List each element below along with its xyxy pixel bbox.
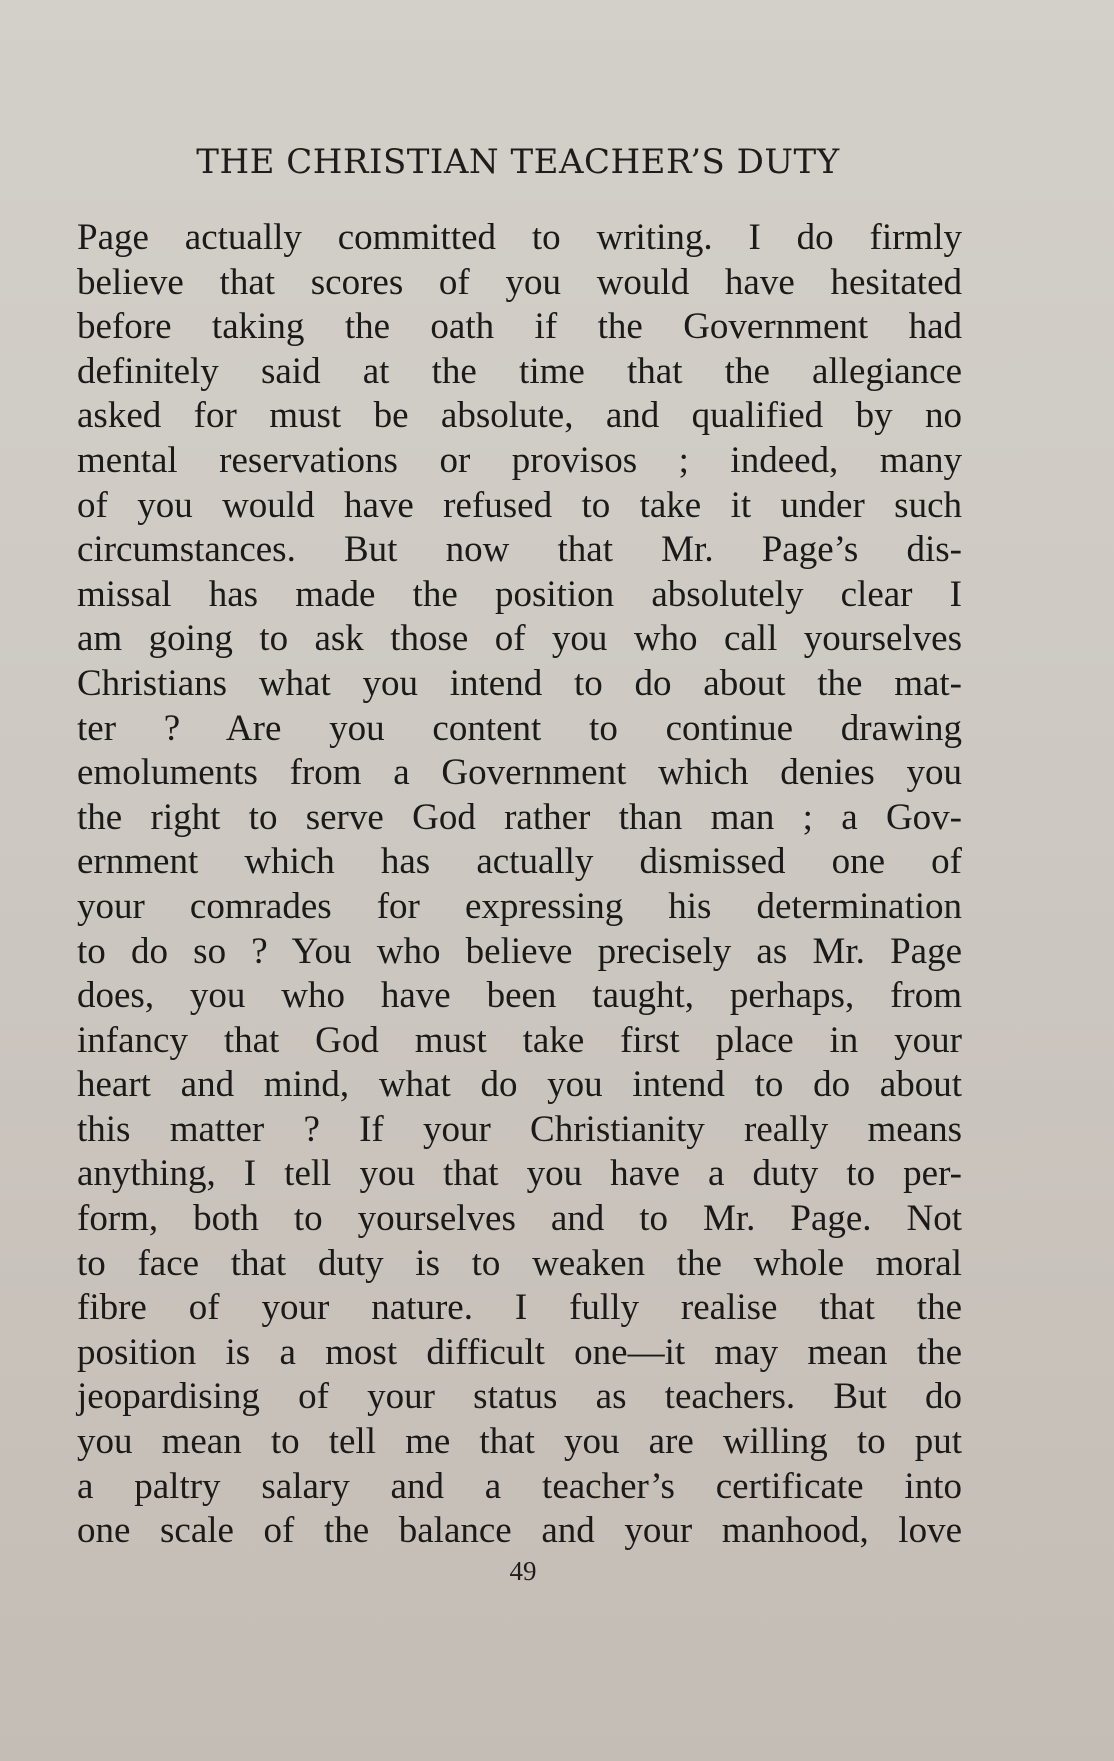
text-line: am going to ask those of you who call yourselves <box>77 618 962 660</box>
text-line: form, both to yourselves and to Mr. Page. Not <box>77 1198 962 1240</box>
body-text <box>77 216 962 1554</box>
text-line: heart and mind, what do you intend to do about <box>77 1064 962 1106</box>
text-line: of you would have refused to take it under such <box>77 484 962 526</box>
text-line: anything, I tell you that you have a duty to per- <box>77 1153 962 1195</box>
text-line: emoluments from a Government which denies you <box>77 752 962 794</box>
running-head: THE CHRISTIAN TEACHER’S DUTY <box>196 142 840 182</box>
text-line: mental reservations or provisos ; indeed, many <box>77 439 962 481</box>
text-line: does, you who have been taught, perhaps, from <box>77 975 962 1017</box>
text-line: believe that scores of you would have hesitated <box>77 261 962 303</box>
text-line: asked for must be absolute, and qualified by no <box>77 395 962 437</box>
text-line: Christians what you intend to do about the mat- <box>77 662 962 704</box>
text-line: one scale of the balance and your manhood, love <box>77 1510 962 1552</box>
text-line: your comrades for expressing his determination <box>77 885 962 927</box>
text-line: position is a most difficult one—it may mean the <box>77 1331 962 1373</box>
text-line: the right to serve God rather than man ; a Gov- <box>77 796 962 838</box>
text-line: fibre of your nature. I fully realise that the <box>77 1287 962 1329</box>
text-line: to face that duty is to weaken the whole moral <box>77 1242 962 1284</box>
page-number: 49 <box>509 1556 537 1586</box>
text-line: Page actually committed to writing. I do firmly <box>77 217 962 258</box>
text-line: to do so ? You who believe precisely as Mr. Page <box>77 930 962 972</box>
text-line: missal has made the position absolutely clear I <box>77 573 962 615</box>
text-line: before taking the oath if the Government had <box>77 306 962 348</box>
text-line: a paltry salary and a teacher’s certificate into <box>77 1465 962 1507</box>
text-line: jeopardising of your status as teachers. But do <box>77 1376 962 1418</box>
text-line: this matter ? If your Christianity really means <box>77 1108 962 1150</box>
text-line: ter ? Are you content to continue drawing <box>77 707 962 749</box>
text-line: you mean to tell me that you are willing to put <box>77 1421 962 1463</box>
text-line: circumstances. But now that Mr. Page’s dis- <box>77 529 962 571</box>
text-line: ernment which has actually dismissed one of <box>77 841 962 883</box>
text-line: definitely said at the time that the allegiance <box>77 350 962 392</box>
text-line: infancy that God must take first place in your <box>77 1019 962 1061</box>
